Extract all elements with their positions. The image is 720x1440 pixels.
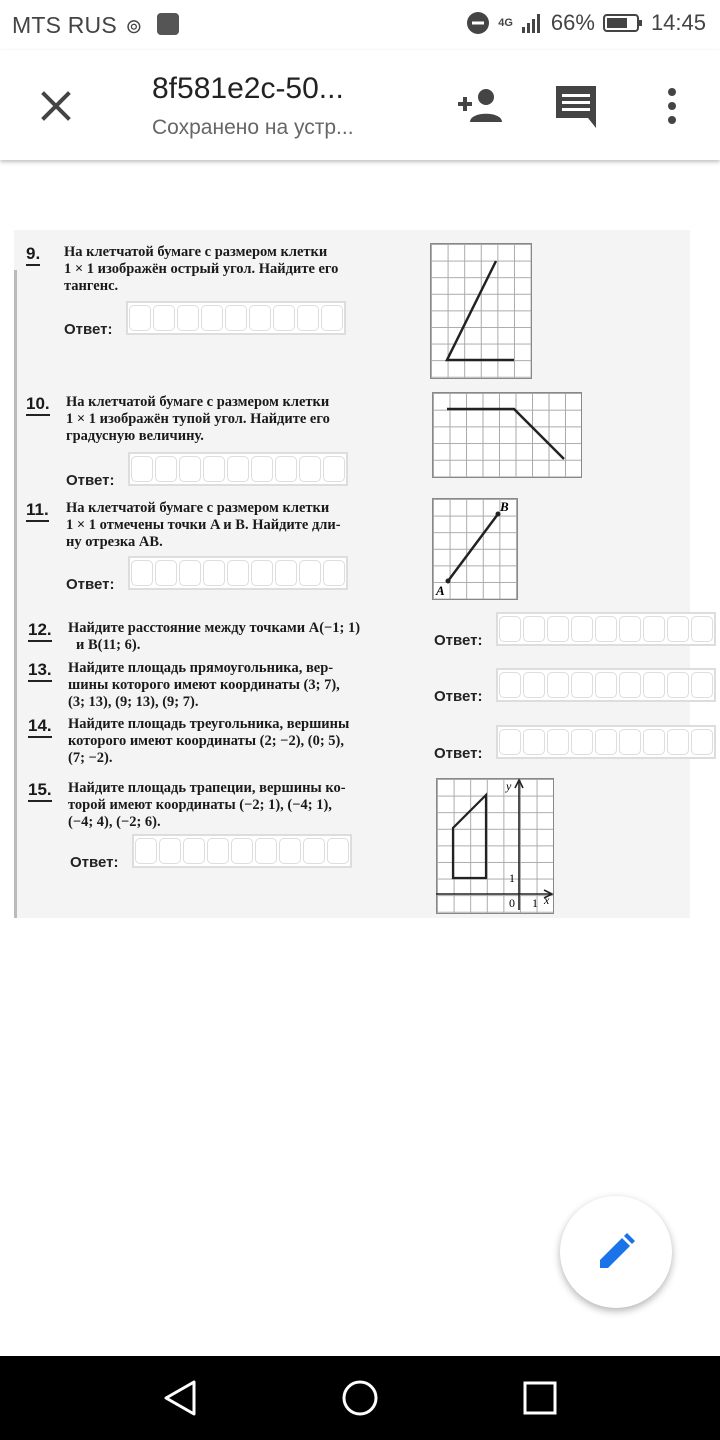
problem-number: 9.	[26, 244, 40, 266]
answer-label: Ответ:	[70, 854, 119, 871]
edit-pencil-icon	[596, 1232, 636, 1272]
clock: 14:45	[650, 10, 706, 35]
add-person-icon[interactable]	[454, 80, 506, 132]
problem-number: 12.	[28, 620, 52, 642]
problem-number: 14.	[28, 716, 52, 738]
recents-icon[interactable]	[518, 1376, 562, 1420]
comment-icon[interactable]	[550, 80, 602, 132]
answer-label: Ответ:	[434, 745, 483, 762]
point-a-label: A	[436, 583, 445, 598]
trapezoid-figure	[436, 778, 556, 912]
hotspot-icon: ⊚	[125, 16, 143, 38]
point-b-label: B	[500, 499, 509, 514]
y-axis-label: y	[506, 779, 512, 793]
home-icon[interactable]	[338, 1376, 382, 1420]
edit-fab-button[interactable]	[560, 1196, 672, 1308]
answer-box[interactable]	[128, 556, 348, 590]
answer-label: Ответ:	[66, 576, 115, 593]
problem-number: 11.	[26, 500, 49, 522]
battery-percent: 66%	[550, 10, 595, 35]
document-viewer[interactable]: 9. На клетчатой бумаге с размером клетки 1 × 1 изображён острый угол. Найдите его тангенс. Ответ: 10. На клетчатой бумаге с размером клетки 1 × 1 изображён тупой угол. Найдите его градусную величину. Ответ: 11. На клетчатой бумаге с размером клетки 1 × 1 отмечены точки A и B. Найдите дли- ну отрезка AB. Ответ: A B 12. Найдите расстояние между точками A(−1; 1) и B(11; 6). Ответ: 13. Найдите площадь прямоугольника, вер- шины которого имеют координаты (3; 7), (3; 13), (9; 13), (9; 7). Ответ: 14. Найдите площадь треугольника, вершины которого имеют координаты (2; −2), (0; 5), (7; −2). Ответ: 15. Найдите площадь трапеции, вершины ко- торой имеют координаты (−2; 1), (−4; 1), (−4; 4), (−2; 6). Ответ: y x 0 1 1	[0, 160, 720, 1356]
segment-ab-figure	[432, 498, 516, 598]
answer-box[interactable]	[128, 452, 348, 486]
problem-number: 10.	[26, 394, 50, 416]
do-not-disturb-icon	[466, 11, 490, 35]
battery-icon	[603, 12, 643, 34]
answer-label: Ответ:	[66, 472, 115, 489]
obtuse-angle-figure	[432, 392, 580, 476]
problem-number: 15.	[28, 780, 52, 802]
signal-icon	[521, 12, 543, 34]
system-nav-bar	[0, 1356, 720, 1440]
x-unit-label: 1	[532, 896, 538, 910]
acute-angle-figure	[430, 243, 530, 377]
problem-number: 13.	[28, 660, 52, 682]
answer-label: Ответ:	[64, 321, 113, 338]
status-bar	[0, 0, 720, 50]
answer-box[interactable]	[126, 301, 346, 335]
back-icon[interactable]	[158, 1376, 202, 1420]
y-unit-label: 1	[509, 871, 515, 885]
answer-box[interactable]	[496, 725, 716, 759]
carrier-name: MTS RUS	[12, 12, 117, 38]
answer-label: Ответ:	[434, 632, 483, 649]
answer-box[interactable]	[132, 834, 352, 868]
close-icon[interactable]	[36, 86, 76, 126]
more-vert-icon[interactable]	[646, 80, 698, 132]
network-type: 4G	[498, 16, 513, 29]
document-title: 8f581e2c-50...	[152, 72, 344, 105]
x-axis-label: x	[544, 893, 550, 907]
answer-label: Ответ:	[434, 688, 483, 705]
answer-box[interactable]	[496, 668, 716, 702]
origin-label: 0	[509, 896, 515, 910]
app-bar	[0, 50, 720, 160]
answer-box[interactable]	[496, 612, 716, 646]
document-save-status: Сохранено на устр...	[152, 116, 354, 139]
app-notification-icon	[157, 13, 179, 35]
